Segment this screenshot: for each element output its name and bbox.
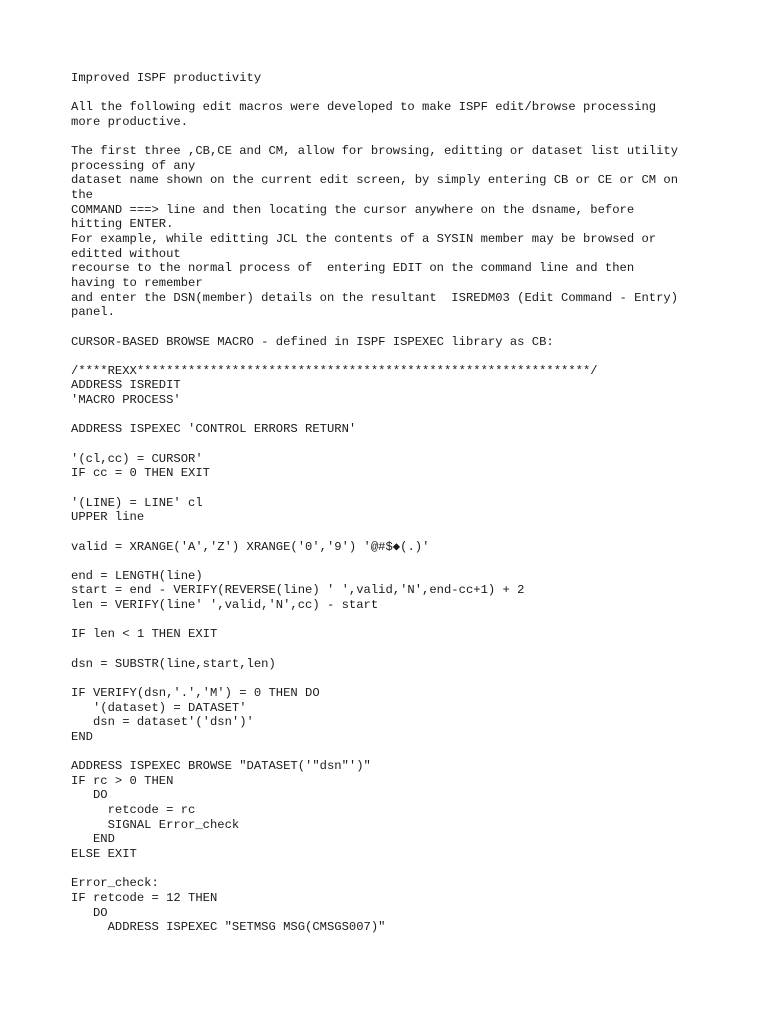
- blank-line: [71, 613, 731, 628]
- code-line: valid = XRANGE('A','Z') XRANGE('0','9') '@#$◆(.)': [71, 539, 430, 554]
- blank-line: [71, 642, 731, 657]
- code-line: ADDRESS ISPEXEC BROWSE "DATASET('"dsn"')": [71, 759, 371, 774]
- code-line: END: [71, 832, 115, 847]
- code-line: UPPER line: [71, 510, 145, 525]
- code-line: '(cl,cc) = CURSOR': [71, 451, 203, 466]
- doc-title: Improved ISPF productivity: [71, 71, 262, 85]
- text-line: and enter the DSN(member) details on the resultant ISREDM03 (Edit Command - Entry): [71, 290, 679, 305]
- code-line: start = end - VERIFY(REVERSE(line) ' ',valid,'N',end-cc+1) + 2: [71, 583, 525, 598]
- code-line: IF VERIFY(dsn,'.','M') = 0 THEN DO: [71, 685, 320, 700]
- blank-line: [71, 862, 731, 877]
- blank-line: [71, 349, 731, 364]
- code-line: IF cc = 0 THEN EXIT: [71, 466, 210, 481]
- text-line: For example, while editting JCL the contents of a SYSIN member may be browsed or: [71, 232, 657, 247]
- code-line: SIGNAL Error_check: [71, 817, 240, 832]
- code-line: 'MACRO PROCESS': [71, 393, 181, 408]
- blank-line: [71, 554, 731, 569]
- code-line: dsn = dataset'('dsn')': [71, 715, 254, 730]
- code-line: dsn = SUBSTR(line,start,len): [71, 656, 276, 671]
- code-line: ADDRESS ISREDIT: [71, 378, 181, 393]
- code-line: ELSE EXIT: [71, 846, 137, 861]
- text-line: hitting ENTER.: [71, 217, 174, 232]
- blank-line: [71, 437, 731, 452]
- code-line: ADDRESS ISPEXEC 'CONTROL ERRORS RETURN': [71, 422, 357, 437]
- code-line: Error_check:: [71, 876, 159, 891]
- code-line: IF rc > 0 THEN: [71, 773, 174, 788]
- blank-line: [71, 671, 731, 686]
- code-line: /****REXX**************************************************************/: [71, 363, 598, 378]
- code-line: retcode = rc: [71, 803, 196, 818]
- blank-line: [71, 481, 731, 496]
- text-line: having to remember: [71, 275, 203, 290]
- code-line: END: [71, 729, 93, 744]
- text-line: editted without: [71, 246, 181, 261]
- text-line: the: [71, 188, 93, 203]
- text-line: more productive.: [71, 114, 189, 129]
- text-line: The first three ,CB,CE and CM, allow for browsing, editting or dataset list utility: [71, 144, 679, 159]
- code-line: DO: [71, 905, 108, 920]
- text-line: All the following edit macros were developed to make ISPF edit/browse processing: [71, 100, 657, 115]
- code-line: '(dataset) = DATASET': [71, 700, 247, 715]
- code-line: DO: [71, 788, 108, 803]
- blank-line: [71, 86, 731, 101]
- code-line: len = VERIFY(line' ',valid,'N',cc) - start: [71, 598, 379, 613]
- code-line: ADDRESS ISPEXEC "SETMSG MSG(CMSGS007)": [71, 920, 386, 935]
- code-line: IF retcode = 12 THEN: [71, 890, 218, 905]
- text-line: COMMAND ===> line and then locating the cursor anywhere on the dsname, before: [71, 202, 635, 217]
- text-line: panel.: [71, 305, 115, 320]
- document-body: [71, 71, 731, 935]
- text-line: recourse to the normal process of entering EDIT on the command line and then: [71, 261, 635, 276]
- blank-line: [71, 744, 731, 759]
- section-heading: CURSOR-BASED BROWSE MACRO - defined in ISPF ISPEXEC library as CB:: [71, 334, 554, 349]
- blank-line: [71, 320, 731, 335]
- code-line: IF len < 1 THEN EXIT: [71, 627, 218, 642]
- blank-line: [71, 525, 731, 540]
- code-line: end = LENGTH(line): [71, 568, 203, 583]
- text-line: processing of any: [71, 158, 196, 173]
- blank-line: [71, 408, 731, 423]
- blank-line: [71, 130, 731, 145]
- text-line: dataset name shown on the current edit screen, by simply entering CB or CE or CM on: [71, 173, 679, 188]
- code-line: '(LINE) = LINE' cl: [71, 495, 203, 510]
